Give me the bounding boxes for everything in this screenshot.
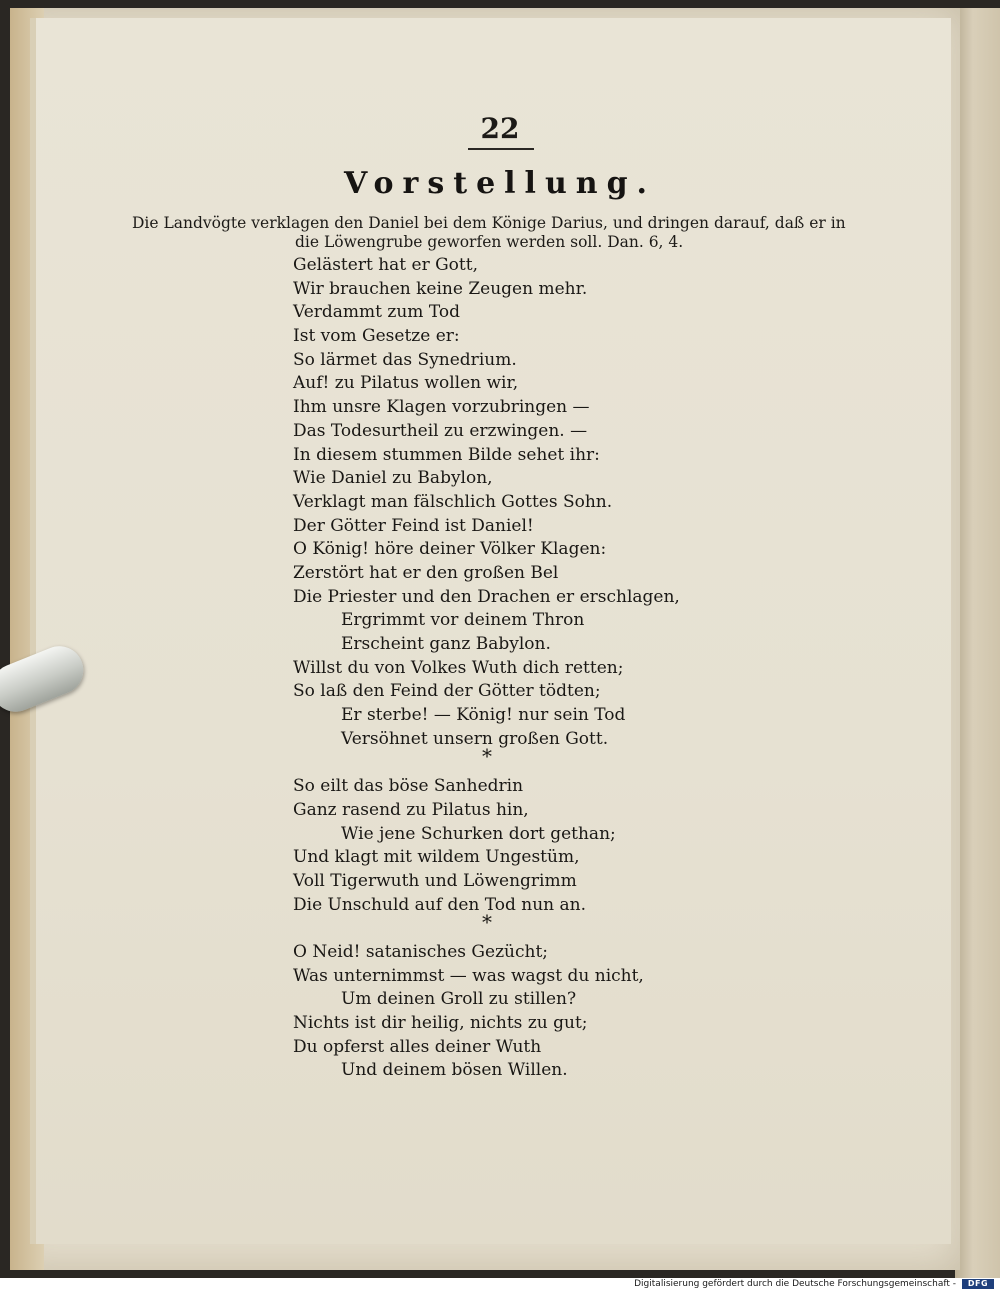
verse-line: Ganz rasend zu Pilatus hin, [293,799,529,820]
verse-line: So lärmet das Synedrium. [293,349,517,370]
verse-line: Ihm unsre Klagen vorzubringen — [293,397,590,418]
verse-line: Wie Daniel zu Babylon, [293,468,493,489]
verse-line: Die Priester und den Drachen er erschlagen, [293,586,680,607]
verse-line: Ist vom Gesetze er: [293,326,460,347]
verse-line: Er sterbe! — König! nur sein Tod [341,705,626,726]
verse-line: Auf! zu Pilatus wollen wir, [293,373,519,394]
verse-line: Die Unschuld auf den Tod nun an. [293,894,587,915]
stanza-gap [293,917,713,941]
dfg-logo: DFG [962,1279,994,1289]
verse-line: So laß den Feind der Götter tödten; [293,681,601,702]
intro-line-1: Die Landvögte verklagen den Daniel bei dem Könige Darius, und dringen darauf, daß er in [132,214,846,232]
verse-line: Und deinem bösen Willen. [341,1060,568,1081]
verse-line: Voll Tigerwuth und Löwengrimm [293,870,577,891]
stanza-separator: * [482,744,492,768]
page-heading: Vorstellung. [343,166,656,201]
verse-line: O Neid! satanisches Gezücht; [293,941,548,962]
verse-line: Verdammt zum Tod [293,302,460,323]
page-number: 22 [480,112,520,145]
verse-line: Der Götter Feind ist Daniel! [293,515,534,536]
intro-paragraph [132,214,852,252]
verse-line: Versöhnet unsern großen Gott. [341,728,609,749]
verse-line: Willst du von Volkes Wuth dich retten; [293,657,624,678]
verse-line: Erscheint ganz Babylon. [341,634,551,654]
footer-credit: Digitalisierung gefördert durch die Deutsche Forschungsgemeinschaft - [634,1279,956,1289]
verse-line: Und klagt mit wildem Ungestüm, [293,847,580,868]
verse-line: Was unternimmst — was wagst du nicht, [293,965,644,986]
verse-line: Das Todesurtheil zu erzwingen. — [293,420,588,441]
poem [293,254,713,1083]
verse-line: Wie jene Schurken dort gethan; [341,823,616,844]
page-number-rule [468,148,534,150]
verse-line: Um deinen Groll zu stillen? [341,989,577,1010]
verse-line: Gelästert hat er Gott, [293,255,478,275]
verse-line: Nichts ist dir heilig, nichts zu gut; [293,1013,588,1033]
verse-line: Wir brauchen keine Zeugen mehr. [293,278,588,299]
verse-line: O König! höre deiner Völker Klagen: [293,539,607,560]
verse-line: So eilt das böse Sanhedrin [293,776,524,797]
stanza-separator: * [482,910,492,934]
stanza-gap [293,751,713,775]
verse-line: Verklagt man fälschlich Gottes Sohn. [293,491,613,512]
verse-line: Zerstört hat er den großen Bel [293,562,559,583]
intro-line-2: die Löwengrube geworfen werden soll. Dan. 6, 4. [295,233,684,251]
verse-line: Du opferst alles deiner Wuth [293,1036,542,1057]
verse-line: In diesem stummen Bilde sehet ihr: [293,444,600,465]
verse-line: Ergrimmt vor deinem Thron [341,610,585,631]
